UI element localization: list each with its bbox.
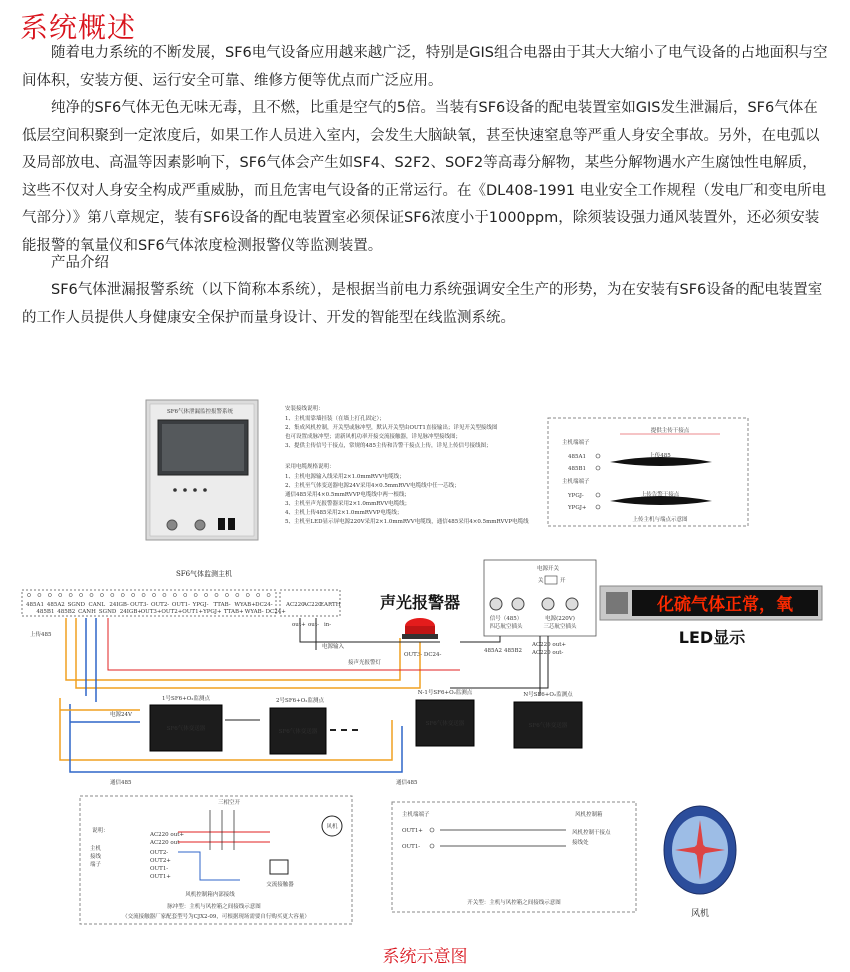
signal-connector-icon bbox=[490, 598, 502, 610]
svg-text:YPGJ-: YPGJ- bbox=[568, 493, 584, 499]
led-display bbox=[600, 586, 822, 620]
alarm-beacon-icon bbox=[402, 618, 438, 639]
host-knob-icon bbox=[167, 520, 177, 530]
svg-text:2、集成风机控制，开关型或脉冲型，默认开关型由OUT1直接输: 2、集成风机控制，开关型或脉冲型，默认开关型由OUT1直接输出；详见开关型接线图 bbox=[285, 425, 498, 431]
terminal-label: OUT3- bbox=[130, 602, 149, 608]
sensor-node-n-minus-1 bbox=[416, 688, 474, 746]
svg-text:端子: 端子 bbox=[90, 862, 102, 868]
svg-text:OUT2-: OUT2- bbox=[150, 850, 169, 856]
terminal-label: AC220 bbox=[286, 602, 305, 608]
terminal-label: 24IGB+ bbox=[119, 609, 142, 615]
svg-text:主机: 主机 bbox=[90, 846, 102, 852]
terminal-label: SGND bbox=[67, 602, 86, 608]
signal-connector-icon bbox=[512, 598, 524, 610]
svg-text:OUT1+: OUT1+ bbox=[150, 874, 171, 880]
terminal-label: WYAB- bbox=[244, 609, 264, 615]
terminal-label: 485B1 bbox=[36, 609, 55, 615]
fan-pulse-wiring-box bbox=[80, 796, 352, 924]
indicator-light-icon bbox=[183, 488, 187, 492]
svg-text:四芯航空插头: 四芯航空插头 bbox=[489, 624, 523, 630]
svg-text:上传485: 上传485 bbox=[649, 453, 671, 459]
svg-text:SF6气体变送器: SF6气体变送器 bbox=[425, 721, 465, 727]
terminal-label: OUT2- bbox=[151, 602, 170, 608]
upload-wiring-box bbox=[548, 418, 748, 526]
page-title: 系统概述 bbox=[20, 11, 137, 44]
section-heading-product: 产品介绍 bbox=[51, 255, 109, 271]
host-monitor-unit bbox=[146, 400, 258, 540]
bottom-terminal-label: 485A2 bbox=[484, 648, 502, 654]
terminal-extra-label: out- bbox=[308, 622, 319, 628]
svg-text:AC220 out+: AC220 out+ bbox=[150, 832, 185, 838]
svg-text:安装接线说明：: 安装接线说明： bbox=[285, 406, 324, 412]
svg-text:YPGJ+: YPGJ+ bbox=[568, 505, 587, 511]
system-diagram bbox=[0, 380, 850, 940]
terminal-screw-icon bbox=[38, 593, 41, 596]
power-switch-icon bbox=[545, 576, 557, 584]
terminal-label: AC220 bbox=[303, 602, 322, 608]
terminal-label: YPGJ- bbox=[192, 602, 209, 608]
svg-text:主机端端子: 主机端端子 bbox=[562, 440, 590, 446]
terminal-screw-icon bbox=[59, 593, 62, 596]
terminal-screw-icon bbox=[27, 593, 30, 596]
svg-text:信号（485）: 信号（485） bbox=[489, 616, 523, 622]
terminal-screw-icon bbox=[79, 593, 82, 596]
svg-text:1、主机电源输入线采用2×1.0mmRVV电缆线；: 1、主机电源输入线采用2×1.0mmRVV电缆线； bbox=[285, 474, 405, 480]
terminal-screw-icon bbox=[246, 593, 249, 596]
svg-text:风机控制箱: 风机控制箱 bbox=[575, 812, 603, 818]
indicator-light-icon bbox=[173, 488, 177, 492]
terminal-screw-icon bbox=[152, 593, 155, 596]
bottom-terminal-label: AC220 out- bbox=[532, 650, 564, 656]
terminal-label: 24IGB- bbox=[109, 602, 129, 608]
svg-text:OUT2+: OUT2+ bbox=[150, 858, 171, 864]
terminal-screw-icon bbox=[121, 593, 124, 596]
svg-text:说明：: 说明： bbox=[92, 828, 109, 834]
svg-text:采用电缆规格说明：: 采用电缆规格说明： bbox=[285, 464, 335, 470]
host-socket-icon bbox=[218, 518, 225, 530]
terminal-extra-label: out+ bbox=[292, 622, 306, 628]
svg-text:也可设置成脉冲型；需新风机功率开接交流接触器，详见脉冲型接线: 也可设置成脉冲型；需新风机功率开接交流接触器，详见脉冲型接线图； bbox=[285, 434, 462, 440]
svg-text:上传主机与端点示意图: 上传主机与端点示意图 bbox=[632, 517, 688, 523]
svg-text:2号SF6+O₂监测点: 2号SF6+O₂监测点 bbox=[276, 698, 324, 704]
svg-text:OUT1-: OUT1- bbox=[402, 844, 421, 850]
terminal-label: TTAB- bbox=[213, 602, 231, 608]
sensor-node-2 bbox=[270, 696, 326, 754]
connector-panel bbox=[484, 560, 596, 636]
svg-text:电源(220V): 电源(220V) bbox=[545, 616, 575, 622]
terminal-screw-icon bbox=[90, 593, 93, 596]
terminal-screw-icon bbox=[111, 593, 114, 596]
sensor-node-1 bbox=[150, 694, 222, 751]
out3-label: OUT3- DC24- bbox=[404, 652, 442, 658]
terminal-label: OUT2+ bbox=[161, 609, 183, 615]
host-knob-icon bbox=[195, 520, 205, 530]
svg-text:OUT1+: OUT1+ bbox=[402, 828, 423, 834]
svg-text:接线: 接线 bbox=[90, 854, 102, 860]
host-panel-text: SF6气体泄漏监控报警系统 bbox=[166, 409, 234, 415]
terminal-label: OUT3+ bbox=[140, 609, 162, 615]
terminal-block bbox=[22, 590, 341, 616]
terminal-label: DC24- bbox=[255, 602, 273, 608]
intro-paragraph-1: 随着电力系统的不断发展，SF6电气设备应用越来越广泛，特别是GIS组合电器由于其大大缩小了电气设备的占地面积与空间体积，安装方便、运行安全可靠、维修方便等优点而广泛应用。 bbox=[22, 45, 828, 89]
svg-text:5、主机至LED显示屏电源220V采用2×1.0mmRVV电: 5、主机至LED显示屏电源220V采用2×1.0mmRVV电缆线，通信485采用4×0.5mmRVVP电缆线 bbox=[285, 519, 529, 525]
terminal-label: CANH bbox=[78, 609, 96, 615]
terminal-screw-icon bbox=[48, 593, 51, 596]
svg-text:主机端端子: 主机端端子 bbox=[402, 812, 430, 818]
svg-text:SF6气体变送器: SF6气体变送器 bbox=[528, 723, 568, 729]
indicator-light-icon bbox=[193, 488, 197, 492]
power-connector-icon bbox=[542, 598, 554, 610]
svg-text:交流接触器: 交流接触器 bbox=[266, 882, 294, 888]
svg-text:SF6气体变送器: SF6气体变送器 bbox=[166, 726, 206, 732]
terminal-screw-icon bbox=[173, 593, 176, 596]
svg-text:N-1号SF6+O₂监测点: N-1号SF6+O₂监测点 bbox=[417, 690, 473, 696]
svg-text:1、主机需靠墙挂装（在墙上打孔固定）；: 1、主机需靠墙挂装（在墙上打孔固定）； bbox=[285, 416, 385, 422]
svg-text:主机端端子: 主机端端子 bbox=[562, 479, 590, 485]
svg-text:开: 开 bbox=[560, 578, 566, 584]
terminal-screw-icon bbox=[236, 593, 239, 596]
fan-switch-wiring-box bbox=[392, 802, 636, 912]
terminal-screw-icon bbox=[204, 593, 207, 596]
svg-text:OUT1-: OUT1- bbox=[150, 866, 169, 872]
svg-text:开关型：主机与风控箱之间接线示意图: 开关型：主机与风控箱之间接线示意图 bbox=[467, 900, 561, 906]
svg-text:通信485采用4×0.5mmRVVP电缆线中两一根线；: 通信485采用4×0.5mmRVVP电缆线中两一根线； bbox=[285, 492, 410, 498]
terminal-label: YPGJ+ bbox=[203, 609, 222, 615]
power-connector-icon bbox=[566, 598, 578, 610]
svg-text:（交流接触器厂家配套型号为CJX2-09，可根据现场需要自行: （交流接触器厂家配套型号为CJX2-09，可根据现场需要自行购买更大容量） bbox=[122, 914, 310, 920]
svg-text:风机控制箱内部接线: 风机控制箱内部接线 bbox=[185, 892, 235, 898]
svg-text:提供主传干接点: 提供主传干接点 bbox=[650, 428, 690, 434]
terminal-label: TTAB+ bbox=[223, 609, 244, 615]
svg-text:AC220 out-: AC220 out- bbox=[150, 840, 182, 846]
svg-text:485B1: 485B1 bbox=[568, 466, 587, 472]
exhaust-fan-icon bbox=[664, 806, 736, 894]
terminal-label: OUT1- bbox=[171, 602, 191, 608]
terminal-label: SGND bbox=[98, 609, 117, 615]
terminal-screw-icon bbox=[225, 593, 228, 596]
comm-485-tag: 通信485 bbox=[110, 780, 132, 786]
host-label: SF6气体监测主机 bbox=[175, 570, 233, 578]
intro-paragraph-3: SF6气体泄漏报警系统（以下简称本系统），是根据当前电力系统强调安全生产的形势，为在安装有SF6设备的配电装置室的工作人员提供人身健康安全保护而量身设计、开发的智能型在线监测系统。 bbox=[22, 282, 823, 326]
terminal-extra-label: in- bbox=[324, 622, 332, 628]
bottom-terminal-label: 485B2 bbox=[504, 648, 523, 654]
svg-text:3、提供主传信号干接点，常规的485主传和告警干接点上传，详: 3、提供主传信号干接点，常规的485主传和告警干接点上传，详见上传信号接线图； bbox=[285, 443, 492, 449]
terminal-label: WYAB+ bbox=[234, 602, 256, 608]
power-24v-tag: 电源24V bbox=[110, 712, 132, 718]
svg-text:电源开关: 电源开关 bbox=[536, 566, 560, 572]
sensor-node-n bbox=[514, 690, 582, 748]
svg-text:关: 关 bbox=[538, 578, 544, 584]
svg-text:4、主机上传485采用2×1.0mmRVVP电缆线；: 4、主机上传485采用2×1.0mmRVVP电缆线； bbox=[285, 510, 403, 516]
svg-text:上传告警干接点: 上传告警干接点 bbox=[640, 492, 680, 498]
terminal-screw-icon bbox=[215, 593, 218, 596]
terminal-label: EARTH bbox=[320, 602, 341, 608]
terminal-screw-icon bbox=[194, 593, 197, 596]
terminal-screw-icon bbox=[100, 593, 103, 596]
terminal-screw-icon bbox=[184, 593, 187, 596]
terminal-screw-icon bbox=[69, 593, 72, 596]
terminal-label: 485A2 bbox=[46, 602, 65, 608]
upload-485-tag: 上传485 bbox=[30, 632, 52, 638]
terminal-label: OUT1+ bbox=[182, 609, 204, 615]
intro-paragraph-2: 纯净的SF6气体无色无味无毒，且不燃，比重是空气的5倍。当装有SF6设备的配电装置室如GIS发生泄漏后，SF6气体在低层空间积聚到一定浓度后，如果工作人员进入室内，会发生大脑缺氧，甚至快速窒息等严重人身安全事故。另外，在电弧以及局部放电、高温等因素影响下，SF6气体会产生如SF4、S2F2、SOF2等高毒分解物，某些分解物遇水产生腐蚀性电解质，这些不仅对人身安全构成严重威胁，而且危害电气设备的正常运行。在《DL408-1991 电业安全工作规程（发电厂和变电所电气部分）》第八章规定，装有SF6设备的配电装置室必须保证SF6浓度小于1000ppm，除须装设强力通风装置外，还必须安装能报警的氧量仪和SF6气体浓度检测报警仪等监测装置。 bbox=[22, 100, 827, 254]
svg-text:三相空开: 三相空开 bbox=[218, 800, 241, 806]
terminal-label: DC24+ bbox=[265, 609, 286, 615]
svg-text:2、主机至气体变送器电源24V采用4×0.5mmRVV电缆线: 2、主机至气体变送器电源24V采用4×0.5mmRVV电缆线中任一芯线； bbox=[285, 483, 460, 489]
comm-485-tag: 通信485 bbox=[396, 780, 418, 786]
svg-text:SF6气体变送器: SF6气体变送器 bbox=[278, 729, 318, 735]
terminal-screw-icon bbox=[142, 593, 145, 596]
diagram-caption: 系统示意图 bbox=[382, 947, 468, 967]
indicator-light-icon bbox=[203, 488, 207, 492]
sound-light-alarm-label: 声光报警器 bbox=[379, 593, 461, 612]
terminal-label: 485B2 bbox=[57, 609, 76, 615]
power-input-label: 电源输入 bbox=[322, 644, 345, 650]
svg-text:3、主机至声光报警器采用2×1.0mmRVV电缆线；: 3、主机至声光报警器采用2×1.0mmRVV电缆线； bbox=[285, 501, 411, 507]
terminal-label: 485A1 bbox=[26, 602, 44, 608]
bottom-terminal-label: AC220 out+ bbox=[532, 642, 567, 648]
terminal-label: CANL bbox=[88, 602, 106, 608]
svg-text:脉冲型：主机与风控箱之间接线示意图: 脉冲型：主机与风控箱之间接线示意图 bbox=[167, 904, 261, 910]
host-socket-icon bbox=[228, 518, 235, 530]
svg-text:1号SF6+O₂监测点: 1号SF6+O₂监测点 bbox=[162, 696, 210, 702]
svg-text:三芯航空插头: 三芯航空插头 bbox=[543, 624, 577, 630]
svg-text:风机: 风机 bbox=[326, 824, 338, 830]
svg-text:485A1: 485A1 bbox=[568, 454, 586, 460]
sound-wire-label: 接声光报警灯 bbox=[348, 660, 382, 666]
terminal-screw-icon bbox=[267, 593, 270, 596]
led-display-label: LED显示 bbox=[678, 628, 746, 647]
svg-text:N号SF6+O₂监测点: N号SF6+O₂监测点 bbox=[523, 692, 573, 698]
fan-label: 风机 bbox=[690, 909, 710, 919]
led-scroll-text: 化硫气体正常，氧 bbox=[657, 595, 793, 615]
install-notes bbox=[285, 404, 529, 525]
terminal-screw-icon bbox=[132, 593, 135, 596]
terminal-screw-icon bbox=[257, 593, 260, 596]
svg-text:接线处: 接线处 bbox=[572, 840, 589, 846]
svg-text:风机控制干接点: 风机控制干接点 bbox=[572, 830, 611, 836]
terminal-screw-icon bbox=[163, 593, 166, 596]
